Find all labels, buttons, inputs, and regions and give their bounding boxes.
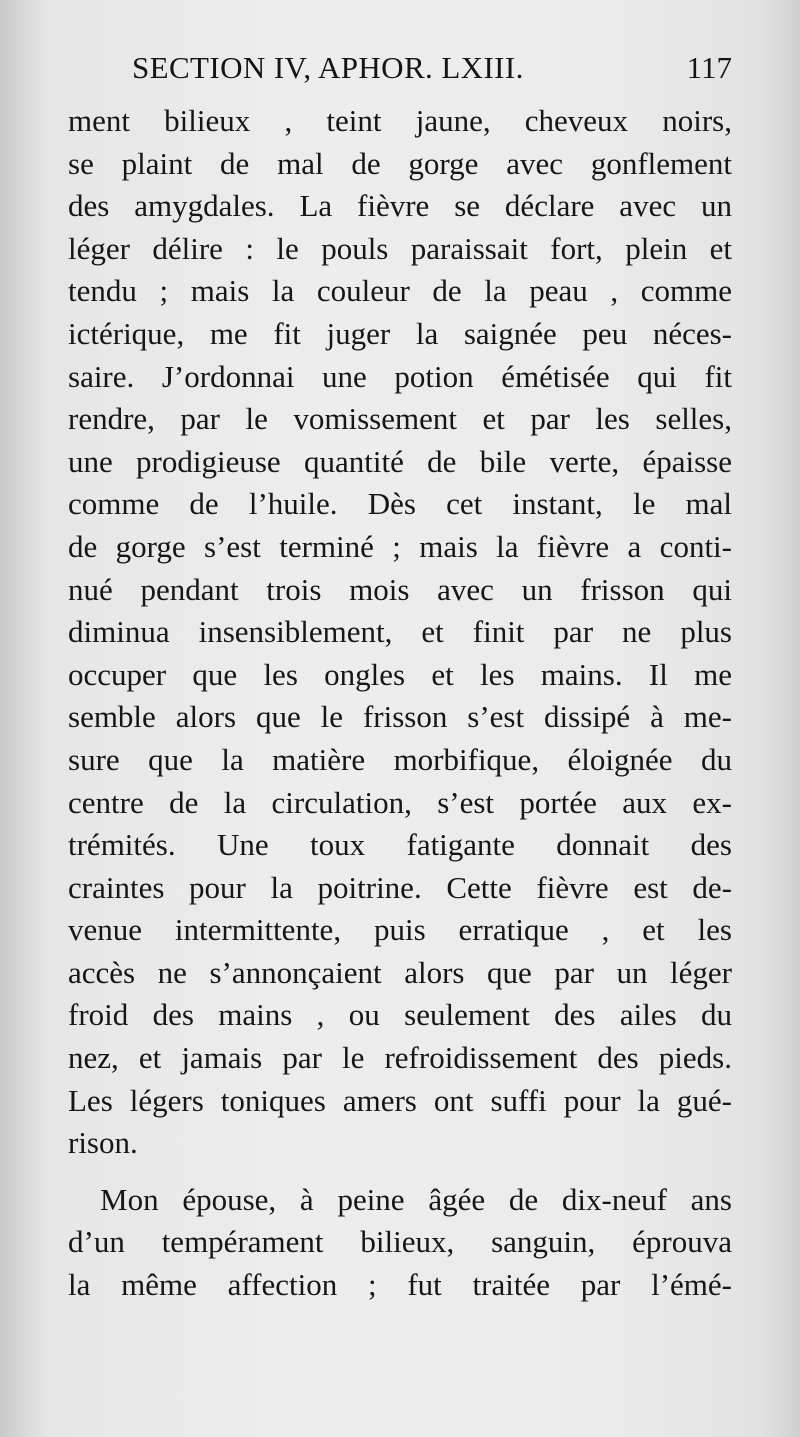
- text-line: léger délire : le pouls paraissait fort, plein et: [68, 230, 732, 266]
- text-line: occuper que les ongles et les mains. Il me: [68, 656, 732, 692]
- body-text: [68, 100, 732, 1307]
- text-line: Les légers toniques amers ont suffi pour la gué-: [68, 1082, 732, 1118]
- text-line: craintes pour la poitrine. Cette fièvre est de-: [68, 869, 732, 905]
- text-line: la même affection ; fut traitée par l’émé-: [68, 1267, 732, 1303]
- text-line: Mon épouse, à peine âgée de dix-neuf ans: [100, 1181, 732, 1217]
- text-line: d’un tempérament bilieux, sanguin, éprouva: [68, 1224, 732, 1260]
- text-line: sure que la matière morbifique, éloignée du: [68, 741, 732, 777]
- text-line: rendre, par le vomissement et par les selles,: [68, 401, 732, 437]
- page-header: [132, 50, 732, 94]
- text-line: de gorge s’est terminé ; mais la fièvre a conti-: [68, 528, 732, 564]
- text-line: des amygdales. La fièvre se déclare avec un: [68, 188, 732, 224]
- paragraph-continued: [68, 100, 732, 1165]
- text-line: froid des mains , ou seulement des ailes du: [68, 997, 732, 1033]
- text-line: saire. J’ordonnai une potion émétisée qui fit: [68, 358, 732, 394]
- text-line: centre de la circulation, s’est portée aux ex-: [68, 784, 732, 820]
- text-line: ictérique, me fit juger la saignée peu néces-: [68, 315, 732, 351]
- text-line: se plaint de mal de gorge avec gonflement: [68, 145, 732, 181]
- text-line: accès ne s’annonçaient alors que par un léger: [68, 954, 732, 990]
- paragraph-new: [68, 1179, 732, 1307]
- text-line: rison.: [68, 1125, 138, 1161]
- text-line: une prodigieuse quantité de bile verte, épaisse: [68, 443, 732, 479]
- text-line: tendu ; mais la couleur de la peau , comme: [68, 273, 732, 309]
- text-line: venue intermittente, puis erratique , et les: [68, 912, 732, 948]
- text-line: diminua insensiblement, et finit par ne plus: [68, 614, 732, 650]
- page-number: 117: [686, 50, 732, 85]
- text-line: nez, et jamais par le refroidissement des pieds.: [68, 1040, 732, 1076]
- text-line: nué pendant trois mois avec un frisson qui: [68, 571, 732, 607]
- text-line: trémités. Une toux fatigante donnait des: [68, 827, 732, 863]
- text-line: comme de l’huile. Dès cet instant, le mal: [68, 486, 732, 522]
- text-line: semble alors que le frisson s’est dissipé à me-: [68, 699, 732, 735]
- text-line: ment bilieux , teint jaune, cheveux noirs,: [68, 103, 732, 138]
- running-head: SECTION IV, APHOR. LXIII.: [132, 50, 524, 85]
